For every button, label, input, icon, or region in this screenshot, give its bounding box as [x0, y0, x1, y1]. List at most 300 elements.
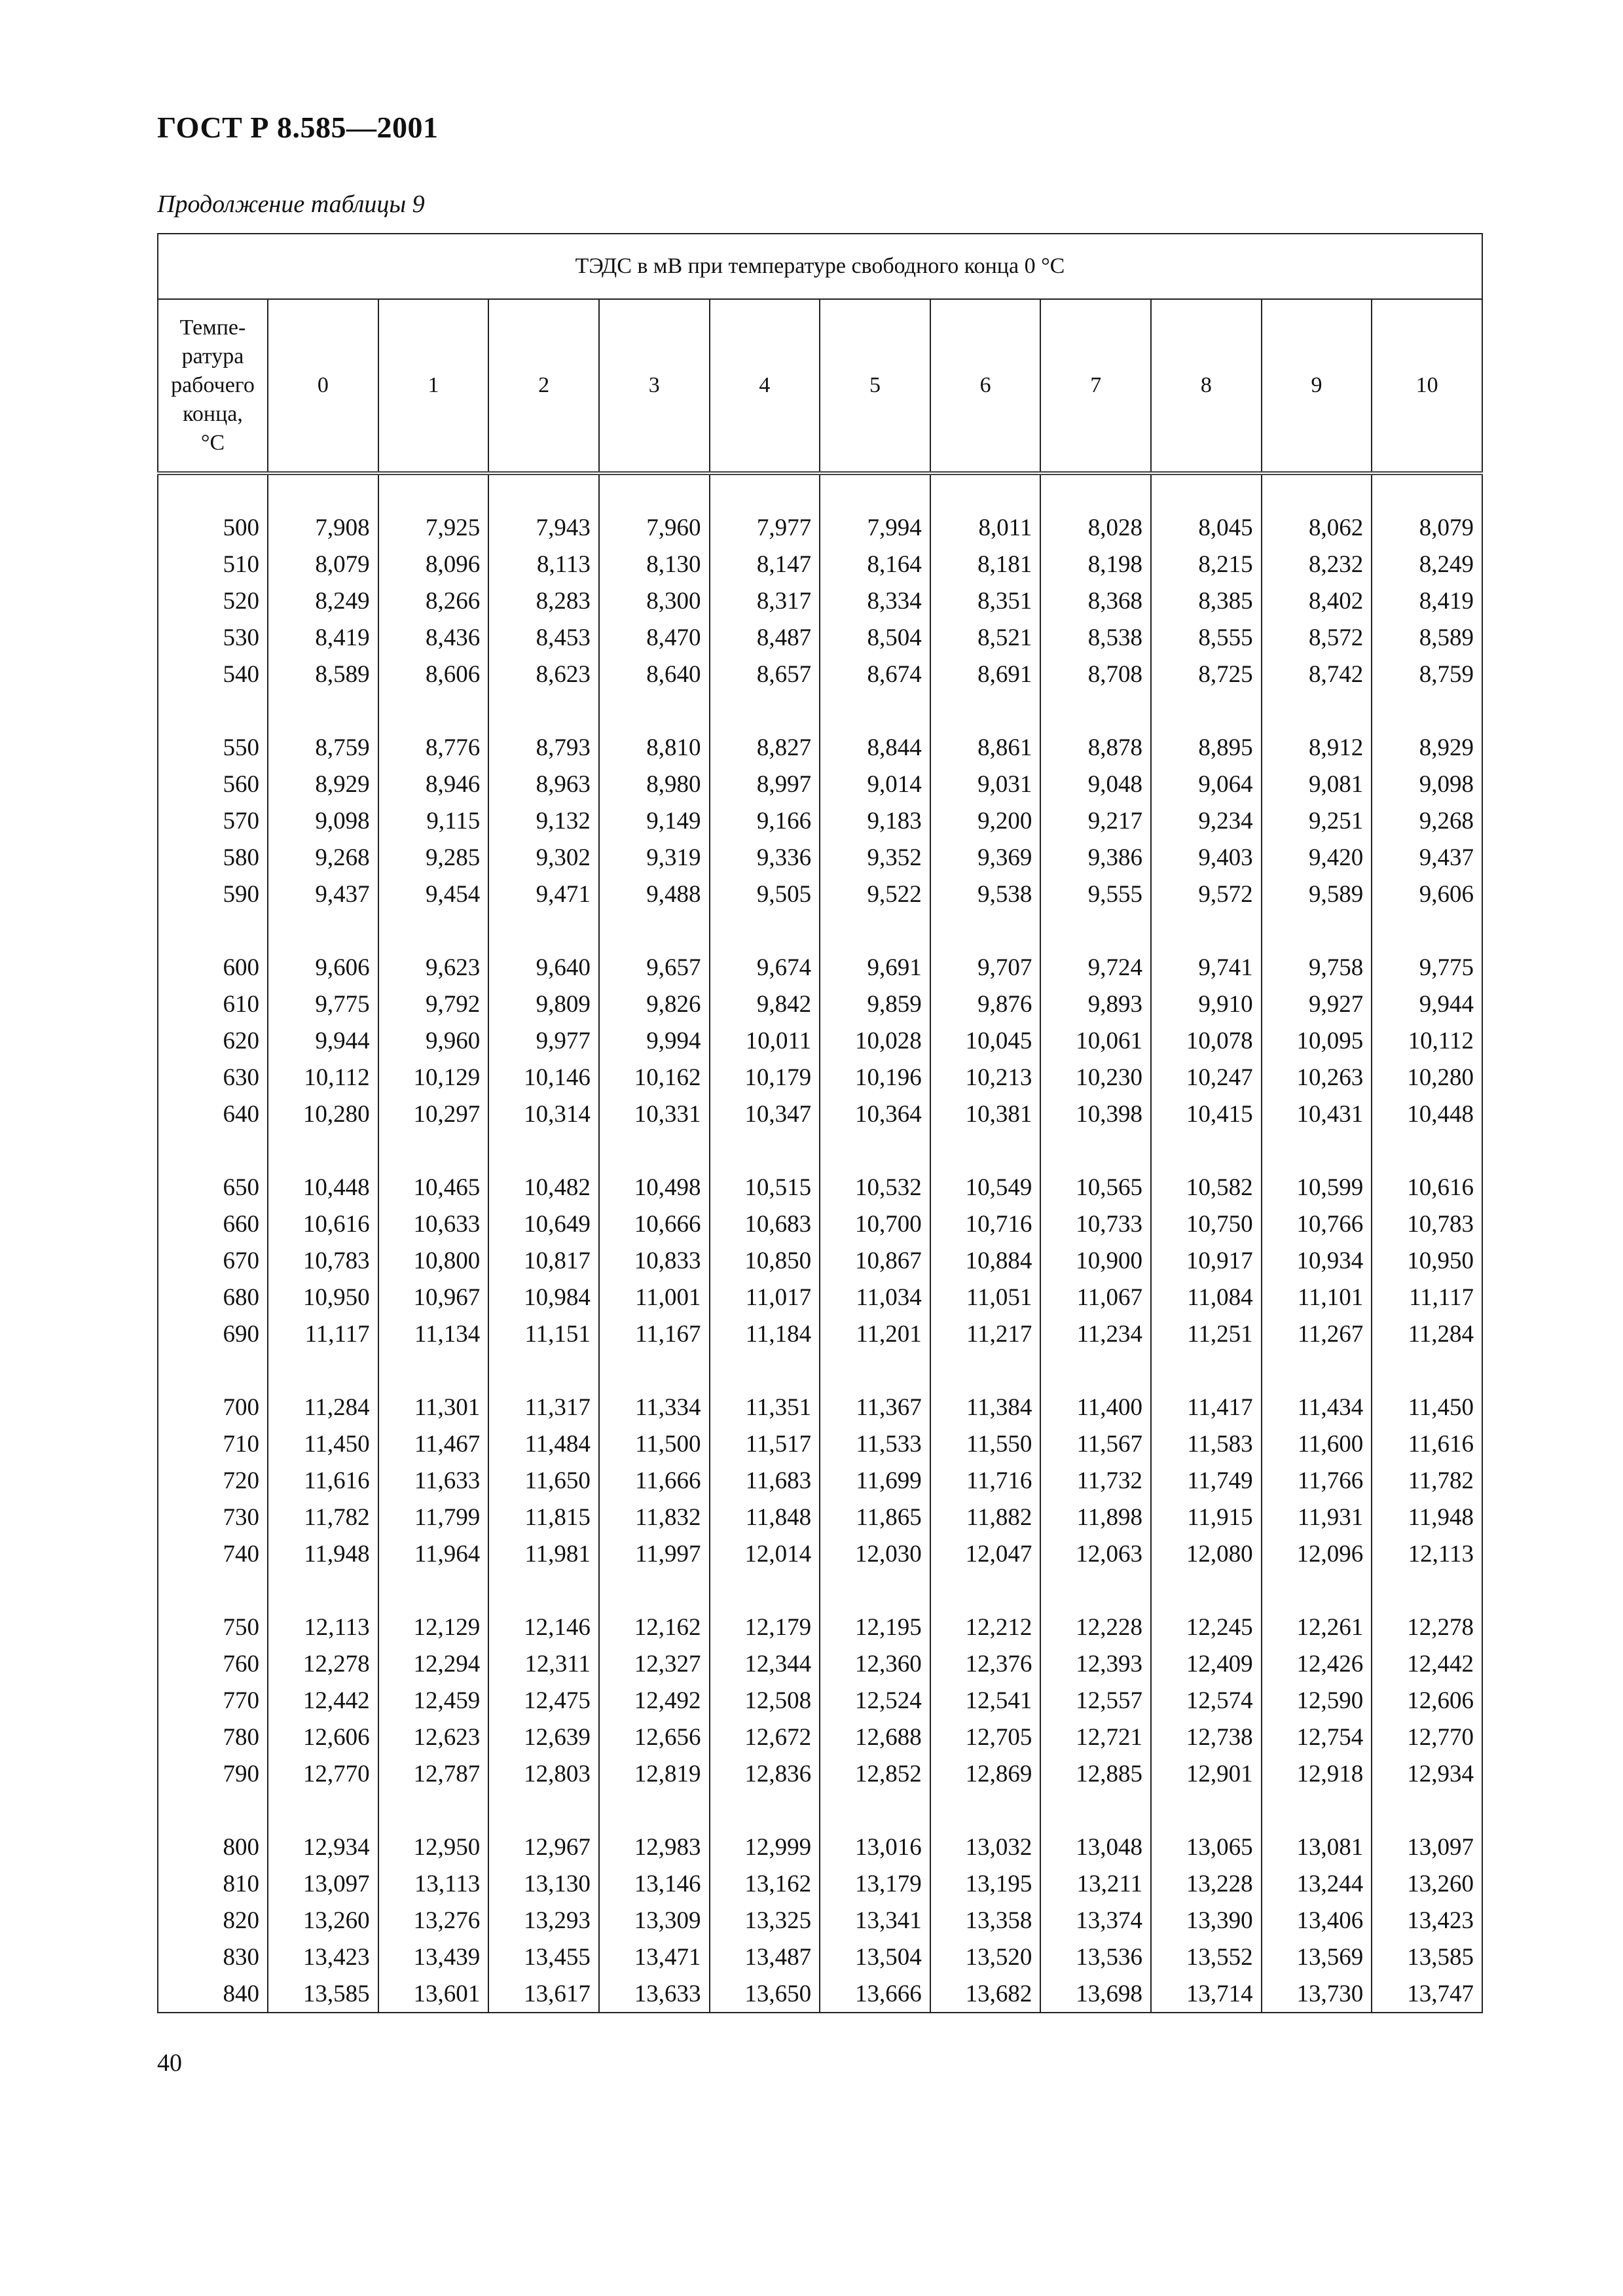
emf-value-cell: 9,741: [1151, 949, 1262, 986]
emf-value-cell: 10,482: [488, 1169, 599, 1206]
emf-value-cell: 10,112: [1372, 1022, 1482, 1059]
empty-cell: [268, 1132, 378, 1169]
emf-value-cell: 10,179: [710, 1059, 820, 1096]
emf-value-cell: 8,249: [268, 583, 378, 619]
emf-value-cell: 13,016: [820, 1829, 930, 1865]
emf-value-cell: 9,623: [378, 949, 489, 986]
emf-value-cell: 9,606: [1372, 876, 1482, 912]
page-number: 40: [157, 2049, 182, 2077]
emf-value-cell: 10,415: [1151, 1096, 1262, 1132]
emf-value-cell: 12,885: [1040, 1755, 1151, 1792]
empty-cell: [820, 692, 930, 729]
temperature-header-line: Темпе-: [179, 315, 246, 340]
empty-cell: [488, 1792, 599, 1829]
emf-value-cell: 12,590: [1262, 1682, 1372, 1719]
emf-value-cell: 10,649: [488, 1206, 599, 1242]
temperature-cell: 570: [158, 802, 268, 839]
emf-value-cell: 11,799: [378, 1499, 489, 1535]
temperature-cell: 520: [158, 583, 268, 619]
emf-value-cell: 8,317: [710, 583, 820, 619]
table-row: [158, 1939, 1482, 1975]
emf-value-cell: 12,261: [1262, 1609, 1372, 1645]
emf-value-cell: 8,623: [488, 656, 599, 692]
emf-value-cell: 10,700: [820, 1206, 930, 1242]
emf-value-cell: 11,666: [599, 1462, 710, 1499]
emf-value-cell: 8,572: [1262, 619, 1372, 656]
emf-value-cell: 11,001: [599, 1279, 710, 1316]
temperature-cell: 660: [158, 1206, 268, 1242]
empty-cell: [1040, 473, 1151, 509]
table-row: [158, 546, 1482, 583]
empty-cell: [268, 1352, 378, 1389]
emf-value-cell: 12,426: [1262, 1645, 1372, 1682]
emf-value-cell: 12,179: [710, 1609, 820, 1645]
emf-value-cell: 11,981: [488, 1535, 599, 1572]
emf-value-cell: 12,606: [268, 1719, 378, 1755]
table-row: [158, 1609, 1482, 1645]
empty-cell: [1372, 1792, 1482, 1829]
emf-value-cell: 8,232: [1262, 546, 1372, 583]
emf-value-cell: 10,112: [268, 1059, 378, 1096]
emf-value-cell: 8,147: [710, 546, 820, 583]
emf-value-cell: 10,398: [1040, 1096, 1151, 1132]
temperature-cell: 500: [158, 509, 268, 546]
emf-value-cell: 12,475: [488, 1682, 599, 1719]
emf-value-cell: 11,417: [1151, 1389, 1262, 1426]
emf-value-cell: 11,567: [1040, 1426, 1151, 1462]
emf-value-cell: 7,908: [268, 509, 378, 546]
empty-cell: [1372, 912, 1482, 949]
emf-value-cell: 8,453: [488, 619, 599, 656]
empty-cell: [599, 912, 710, 949]
emf-value-cell: 10,078: [1151, 1022, 1262, 1059]
emf-value-cell: 10,582: [1151, 1169, 1262, 1206]
emf-value-cell: 8,164: [820, 546, 930, 583]
emf-value-cell: 12,852: [820, 1755, 930, 1792]
table-row: [158, 839, 1482, 876]
empty-cell: [1151, 1352, 1262, 1389]
emf-value-cell: 10,364: [820, 1096, 930, 1132]
emf-value-cell: 9,081: [1262, 766, 1372, 802]
emf-value-cell: 13,439: [378, 1939, 489, 1975]
table-row: [158, 1902, 1482, 1939]
emf-value-cell: 9,369: [930, 839, 1041, 876]
group-spacer-row: [158, 1572, 1482, 1609]
emf-value-cell: 8,096: [378, 546, 489, 583]
empty-cell: [1040, 1352, 1151, 1389]
emf-value-cell: 10,448: [268, 1169, 378, 1206]
emf-value-cell: 8,640: [599, 656, 710, 692]
emf-value-cell: 8,334: [820, 583, 930, 619]
emf-value-cell: 9,572: [1151, 876, 1262, 912]
emf-value-cell: 11,284: [268, 1389, 378, 1426]
emf-value-cell: 9,893: [1040, 986, 1151, 1022]
empty-cell: [158, 1792, 268, 1829]
emf-value-cell: 9,420: [1262, 839, 1372, 876]
emf-value-cell: 11,450: [1372, 1389, 1482, 1426]
emf-value-cell: 10,515: [710, 1169, 820, 1206]
emf-value-cell: 13,390: [1151, 1902, 1262, 1939]
emf-value-cell: 13,682: [930, 1975, 1041, 2013]
group-spacer-row: [158, 692, 1482, 729]
emf-value-cell: 13,471: [599, 1939, 710, 1975]
emf-value-cell: 11,533: [820, 1426, 930, 1462]
empty-cell: [599, 1792, 710, 1829]
table-title: ТЭДС в мВ при температуре свободного конца 0 °С: [158, 234, 1482, 299]
emf-value-cell: 8,351: [930, 583, 1041, 619]
emf-value-cell: 12,459: [378, 1682, 489, 1719]
empty-cell: [1262, 1792, 1372, 1829]
emf-value-cell: 12,950: [378, 1829, 489, 1865]
emf-value-cell: 13,617: [488, 1975, 599, 2013]
emf-value-cell: 8,079: [1372, 509, 1482, 546]
emf-value-cell: 10,984: [488, 1279, 599, 1316]
emf-value-cell: 10,331: [599, 1096, 710, 1132]
emf-value-cell: 11,749: [1151, 1462, 1262, 1499]
table-row: [158, 876, 1482, 912]
empty-cell: [1151, 1572, 1262, 1609]
emf-value-cell: 10,917: [1151, 1242, 1262, 1279]
table-row: [158, 583, 1482, 619]
emf-value-cell: 10,196: [820, 1059, 930, 1096]
emf-value-cell: 8,198: [1040, 546, 1151, 583]
column-header: 8: [1151, 299, 1262, 473]
empty-cell: [1040, 912, 1151, 949]
emf-value-cell: 8,946: [378, 766, 489, 802]
emf-value-cell: 13,065: [1151, 1829, 1262, 1865]
empty-cell: [1151, 912, 1262, 949]
empty-cell: [1151, 1792, 1262, 1829]
empty-cell: [930, 912, 1041, 949]
table-row: [158, 986, 1482, 1022]
emf-value-cell: 12,393: [1040, 1645, 1151, 1682]
empty-cell: [158, 1352, 268, 1389]
empty-cell: [268, 912, 378, 949]
emf-value-cell: 13,747: [1372, 1975, 1482, 2013]
emf-value-cell: 13,714: [1151, 1975, 1262, 2013]
emf-value-cell: 12,639: [488, 1719, 599, 1755]
emf-value-cell: 9,403: [1151, 839, 1262, 876]
emf-value-cell: 9,064: [1151, 766, 1262, 802]
emf-value-cell: 11,384: [930, 1389, 1041, 1426]
emf-value-cell: 10,263: [1262, 1059, 1372, 1096]
emf-value-cell: 8,793: [488, 729, 599, 766]
emf-value-cell: 11,616: [268, 1462, 378, 1499]
emf-value-cell: 11,716: [930, 1462, 1041, 1499]
emf-value-cell: 8,691: [930, 656, 1041, 692]
emf-value-cell: 9,606: [268, 949, 378, 986]
temperature-header: [158, 299, 268, 473]
table-row: [158, 1975, 1482, 2013]
temperature-cell: 770: [158, 1682, 268, 1719]
table-row: [158, 1206, 1482, 1242]
empty-cell: [1262, 1132, 1372, 1169]
emf-value-cell: 9,775: [268, 986, 378, 1022]
empty-cell: [158, 912, 268, 949]
emf-value-cell: 9,302: [488, 839, 599, 876]
empty-cell: [268, 692, 378, 729]
emf-value-cell: 12,770: [1372, 1719, 1482, 1755]
emf-value-cell: 7,943: [488, 509, 599, 546]
emf-value-cell: 13,730: [1262, 1975, 1372, 2013]
emf-value-cell: 12,869: [930, 1755, 1041, 1792]
emf-value-cell: 11,034: [820, 1279, 930, 1316]
column-header: 2: [488, 299, 599, 473]
table-row: [158, 1535, 1482, 1572]
emf-value-cell: 8,589: [268, 656, 378, 692]
emf-value-cell: 10,162: [599, 1059, 710, 1096]
emf-value-cell: 9,505: [710, 876, 820, 912]
empty-cell: [1372, 1572, 1482, 1609]
emf-value-cell: 12,557: [1040, 1682, 1151, 1719]
emf-value-cell: 9,014: [820, 766, 930, 802]
emf-value-cell: 10,616: [268, 1206, 378, 1242]
column-header: 1: [378, 299, 489, 473]
temperature-header-line: °С: [200, 431, 225, 455]
emf-value-cell: 12,606: [1372, 1682, 1482, 1719]
temperature-cell: 530: [158, 619, 268, 656]
emf-value-cell: 11,234: [1040, 1316, 1151, 1352]
group-spacer-row: [158, 1792, 1482, 1829]
emf-value-cell: 12,738: [1151, 1719, 1262, 1755]
emf-value-cell: 11,067: [1040, 1279, 1151, 1316]
emf-value-cell: 10,884: [930, 1242, 1041, 1279]
temperature-cell: 730: [158, 1499, 268, 1535]
temperature-cell: 690: [158, 1316, 268, 1352]
temperature-cell: 620: [158, 1022, 268, 1059]
temperature-cell: 590: [158, 876, 268, 912]
emf-value-cell: 9,724: [1040, 949, 1151, 986]
emf-value-cell: 12,574: [1151, 1682, 1262, 1719]
table-row: [158, 619, 1482, 656]
emf-value-cell: 11,898: [1040, 1499, 1151, 1535]
emf-value-cell: 12,508: [710, 1682, 820, 1719]
emf-value-cell: 12,754: [1262, 1719, 1372, 1755]
emf-value-cell: 11,267: [1262, 1316, 1372, 1352]
emf-value-cell: 11,699: [820, 1462, 930, 1499]
empty-cell: [599, 473, 710, 509]
emf-value-cell: 10,297: [378, 1096, 489, 1132]
empty-cell: [930, 1352, 1041, 1389]
emf-value-cell: 13,097: [268, 1865, 378, 1902]
emf-value-cell: 10,783: [1372, 1206, 1482, 1242]
emf-value-cell: 12,770: [268, 1755, 378, 1792]
emf-value-cell: 12,787: [378, 1755, 489, 1792]
emf-value-cell: 11,948: [1372, 1499, 1482, 1535]
emf-value-cell: 12,524: [820, 1682, 930, 1719]
emf-value-cell: 9,522: [820, 876, 930, 912]
emf-value-cell: 10,011: [710, 1022, 820, 1059]
emf-value-cell: 10,967: [378, 1279, 489, 1316]
emf-value-cell: 11,134: [378, 1316, 489, 1352]
temperature-cell: 600: [158, 949, 268, 986]
emf-value-cell: 9,538: [930, 876, 1041, 912]
column-header: 0: [268, 299, 378, 473]
header-separator-row: [158, 473, 1482, 509]
emf-value-cell: 9,048: [1040, 766, 1151, 802]
temperature-cell: 560: [158, 766, 268, 802]
empty-cell: [378, 473, 489, 509]
emf-value-cell: 8,810: [599, 729, 710, 766]
temperature-header-line: ратура: [181, 344, 244, 368]
emf-value-cell: 10,800: [378, 1242, 489, 1279]
emf-value-cell: 11,467: [378, 1426, 489, 1462]
emf-value-cell: 10,867: [820, 1242, 930, 1279]
emf-value-cell: 10,381: [930, 1096, 1041, 1132]
temperature-cell: 820: [158, 1902, 268, 1939]
emf-value-cell: 8,181: [930, 546, 1041, 583]
table-body: [158, 473, 1482, 2013]
empty-cell: [1372, 1132, 1482, 1169]
emf-value-cell: 11,367: [820, 1389, 930, 1426]
emf-value-cell: 8,487: [710, 619, 820, 656]
empty-cell: [1372, 692, 1482, 729]
emf-value-cell: 8,878: [1040, 729, 1151, 766]
emf-value-cell: 12,113: [268, 1609, 378, 1645]
emf-value-cell: 12,360: [820, 1645, 930, 1682]
emf-value-cell: 9,944: [268, 1022, 378, 1059]
empty-cell: [488, 1352, 599, 1389]
emf-value-cell: 8,402: [1262, 583, 1372, 619]
emf-value-cell: 13,423: [1372, 1902, 1482, 1939]
empty-cell: [1040, 692, 1151, 729]
emf-value-cell: 10,666: [599, 1206, 710, 1242]
emf-value-cell: 10,448: [1372, 1096, 1482, 1132]
column-header-row: [158, 299, 1482, 473]
empty-cell: [1151, 473, 1262, 509]
empty-cell: [820, 1352, 930, 1389]
emf-value-cell: 10,230: [1040, 1059, 1151, 1096]
empty-cell: [268, 473, 378, 509]
emf-value-cell: 11,931: [1262, 1499, 1372, 1535]
emf-value-cell: 13,228: [1151, 1865, 1262, 1902]
temperature-cell: 510: [158, 546, 268, 583]
emf-value-cell: 9,674: [710, 949, 820, 986]
empty-cell: [820, 912, 930, 949]
temperature-cell: 750: [158, 1609, 268, 1645]
emf-value-cell: 12,344: [710, 1645, 820, 1682]
emf-value-cell: 13,633: [599, 1975, 710, 2013]
emf-value-cell: 9,268: [1372, 802, 1482, 839]
emf-value-cell: 8,929: [268, 766, 378, 802]
empty-cell: [710, 1792, 820, 1829]
emf-value-cell: 10,280: [1372, 1059, 1482, 1096]
emf-value-cell: 13,487: [710, 1939, 820, 1975]
emf-value-cell: 12,836: [710, 1755, 820, 1792]
emf-value-cell: 11,865: [820, 1499, 930, 1535]
emf-value-cell: 11,915: [1151, 1499, 1262, 1535]
empty-cell: [158, 1132, 268, 1169]
empty-cell: [1372, 473, 1482, 509]
emf-value-cell: 9,031: [930, 766, 1041, 802]
table-row: [158, 509, 1482, 546]
empty-cell: [1372, 1352, 1482, 1389]
emf-value-cell: 13,195: [930, 1865, 1041, 1902]
emf-value-cell: 9,454: [378, 876, 489, 912]
emf-value-cell: 9,319: [599, 839, 710, 876]
table-row: [158, 1829, 1482, 1865]
emf-value-cell: 12,492: [599, 1682, 710, 1719]
emf-value-cell: 9,268: [268, 839, 378, 876]
emf-value-cell: 9,859: [820, 986, 930, 1022]
emf-value-cell: 10,431: [1262, 1096, 1372, 1132]
table-row: [158, 949, 1482, 986]
emf-value-cell: 8,827: [710, 729, 820, 766]
empty-cell: [488, 1132, 599, 1169]
empty-cell: [378, 1352, 489, 1389]
empty-cell: [378, 692, 489, 729]
table-row: [158, 1316, 1482, 1352]
emf-value-cell: 10,950: [268, 1279, 378, 1316]
empty-cell: [1040, 1572, 1151, 1609]
emf-value-cell: 10,314: [488, 1096, 599, 1132]
emf-value-cell: 9,098: [268, 802, 378, 839]
empty-cell: [1262, 912, 1372, 949]
emf-value-cell: 13,569: [1262, 1939, 1372, 1975]
emf-value-cell: 11,117: [268, 1316, 378, 1352]
emf-value-cell: 12,063: [1040, 1535, 1151, 1572]
emf-value-cell: 8,742: [1262, 656, 1372, 692]
emf-value-cell: 8,844: [820, 729, 930, 766]
emf-value-cell: 7,960: [599, 509, 710, 546]
table-row: [158, 1719, 1482, 1755]
emf-value-cell: 11,184: [710, 1316, 820, 1352]
empty-cell: [710, 912, 820, 949]
emf-value-cell: 8,555: [1151, 619, 1262, 656]
table-row: [158, 1279, 1482, 1316]
emf-value-cell: 11,732: [1040, 1462, 1151, 1499]
emf-value-cell: 9,876: [930, 986, 1041, 1022]
emf-value-cell: 12,442: [268, 1682, 378, 1719]
emf-value-cell: 9,352: [820, 839, 930, 876]
emf-value-cell: 10,095: [1262, 1022, 1372, 1059]
emf-value-cell: 11,101: [1262, 1279, 1372, 1316]
emf-value-cell: 11,948: [268, 1535, 378, 1572]
emf-value-cell: 9,471: [488, 876, 599, 912]
table-row: [158, 1242, 1482, 1279]
emf-value-cell: 8,249: [1372, 546, 1482, 583]
emf-value-cell: 9,386: [1040, 839, 1151, 876]
emf-value-cell: 13,325: [710, 1902, 820, 1939]
empty-cell: [599, 1132, 710, 1169]
emf-value-cell: 9,809: [488, 986, 599, 1022]
temperature-cell: 830: [158, 1939, 268, 1975]
temperature-header-line: рабочего: [171, 373, 255, 397]
emf-value-cell: 12,705: [930, 1719, 1041, 1755]
emf-value-cell: 13,341: [820, 1902, 930, 1939]
emf-value-cell: 9,132: [488, 802, 599, 839]
empty-cell: [930, 1572, 1041, 1609]
emf-value-cell: 11,600: [1262, 1426, 1372, 1462]
emf-value-cell: 7,994: [820, 509, 930, 546]
empty-cell: [158, 1572, 268, 1609]
table-row: [158, 1022, 1482, 1059]
empty-cell: [599, 1352, 710, 1389]
emf-value-cell: 8,368: [1040, 583, 1151, 619]
emf-value-cell: 9,944: [1372, 986, 1482, 1022]
empty-cell: [268, 1792, 378, 1829]
emf-value-cell: 13,585: [1372, 1939, 1482, 1975]
empty-cell: [378, 1132, 489, 1169]
emf-value-cell: 13,666: [820, 1975, 930, 2013]
emf-value-cell: 12,999: [710, 1829, 820, 1865]
emf-value-cell: 9,960: [378, 1022, 489, 1059]
emf-value-cell: 10,766: [1262, 1206, 1372, 1242]
emf-value-cell: 12,294: [378, 1645, 489, 1682]
emf-value-cell: 12,819: [599, 1755, 710, 1792]
emf-value-cell: 12,162: [599, 1609, 710, 1645]
column-header: 5: [820, 299, 930, 473]
